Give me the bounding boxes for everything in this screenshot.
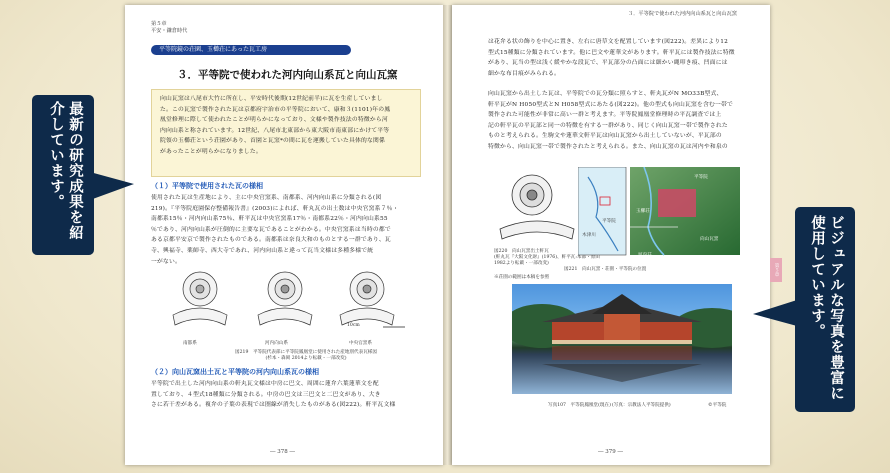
photo-copyright: ©平等院 xyxy=(708,403,727,408)
chapter-label: 第５章 xyxy=(151,21,167,27)
fig221-caption: 図221 向山瓦窯・荘園・平等院の位置 xyxy=(564,267,647,272)
fig219-scale: 10cm xyxy=(347,323,360,328)
fig219-label-chuo: 中央官窯系 xyxy=(349,341,372,346)
body-line: ％であり、河内向山系が圧倒的に主要な瓦であることがわかる。中央官窯系は当時の都で xyxy=(151,226,391,233)
fig220-caption: 図220 向山瓦窯出土軒瓦 xyxy=(494,249,549,254)
phoenix-hall-drawing xyxy=(512,284,732,394)
fig221-maps xyxy=(578,167,742,263)
body-line: 軒平瓦がN H050型式とN H058型式にあたる(図222)。他の型式も向山瓦窯を含む一帯で xyxy=(488,101,733,108)
callout-left-tail xyxy=(90,172,134,200)
callout-right-tail xyxy=(753,300,797,326)
body-line: があり、瓦当の型は浅く緩やかな段瓦で、平瓦部分の凸面には細かい縄叩き痕、凹面には xyxy=(488,60,728,67)
body-line: 南都系15％・河内向山系75％、軒平瓦は中央官窯系17％・南都系22％・河内向山系55 xyxy=(151,216,388,223)
body-line: 219)。『平等院庭園保存整備報告書』(2003)によれば、軒丸瓦の出土数は中央官窯系７％・ xyxy=(151,205,399,212)
left-page xyxy=(125,5,443,465)
map-label-tamagushi: 玉櫛荘 xyxy=(636,209,650,214)
fig219-label-nanto: 南都系 xyxy=(183,341,197,346)
fig219-label-kawachi: 河内向山系 xyxy=(265,341,288,346)
intro-line: 内向山系と称されています。12世紀、八尾市北東部から東大阪市南東部にかけて平等 xyxy=(160,127,390,134)
body-line: 置しており、４型式18種類に分類される。中房の巴文は三巴文と二巴文があり、大き xyxy=(151,391,381,398)
intro-line: 院領の玉櫛荘という荘園があり、首園と瓦窯*の間に瓦を運搬していた具体的な関係 xyxy=(160,138,385,145)
photo-caption: 写真107 平等院鳳凰堂(現在) xyxy=(548,403,611,408)
body-line: ある京都平安京で製作されたものである。南都系は奈良大和のものとする一群であり、瓦 xyxy=(151,237,391,244)
body-line: 製作された可能性が非常に高い一群と考えます。平等院鳳凰堂修理時の平瓦調査では上 xyxy=(488,112,722,119)
page-number-left: ― 378 ― xyxy=(270,449,295,455)
body-line: 使用された瓦は生産地により、主に中央官窯系、南都系、河内向山系に分類される(図 xyxy=(151,195,382,201)
intro-line: た。この瓦窯で製作された瓦は京都府宇治市の平等院において、康和３(1101)年の鳳 xyxy=(160,106,391,113)
fig221-note: ※荘園の範囲は本稿を参照 xyxy=(494,275,550,280)
callout-left: 最新の研究成果を紹介しています。 xyxy=(32,95,94,255)
body-line: 記の軒平瓦の平瓦部と同一の特徴を有する一群があり、同じく向山瓦窯一帯で製作された xyxy=(488,122,728,129)
body-line: 細かな布目痕がみられる。 xyxy=(488,70,560,77)
page-number-right: ― 379 ― xyxy=(598,449,623,455)
photo-credit: (写真：宗教法人平等院提供) xyxy=(612,403,671,408)
body-line: 向山瓦窯から出土した瓦は、平等院での瓦分類に照らすと、軒丸瓦がN MO33B型式、 xyxy=(488,91,723,97)
right-text-top xyxy=(488,37,764,79)
body-line: 平等院で出土した河内向山系の軒丸瓦文様は中房に巴文、周囲に蓮弁六葉蓮華文を配 xyxy=(151,381,379,387)
intro-text xyxy=(160,94,416,158)
page-title: ３．平等院で使われた河内向山系瓦と向山瓦窯 xyxy=(177,69,398,81)
intro-line: があったことが明らかになりました。 xyxy=(160,148,262,155)
section1-text xyxy=(151,193,421,267)
body-line: 寺、興福寺、薬師寺、西大寺であれ、河内向山系と違って瓦当文様は多種多様で統 xyxy=(151,247,374,254)
fig219-tile-illustrations xyxy=(155,267,415,339)
era-label: 平安・鎌倉時代 xyxy=(151,28,188,34)
fig220-source: (軒丸瓦『大阪文化財』(1976)、軒平瓦:本部・原田 1982より転載・一部改変) xyxy=(494,255,600,266)
section2-text xyxy=(151,379,421,411)
map-label-kawachi: 河内荘 xyxy=(638,253,652,258)
section-heading-1: （１）平等院で使用された瓦の様相 xyxy=(151,182,263,190)
chapter-bar: 平等院鏡の荘園、玉櫛荘にあった瓦工房 xyxy=(151,45,351,55)
intro-box xyxy=(151,89,421,177)
fig220-tile-illustrations xyxy=(492,173,582,247)
body-line: は花弁る状の飾りを中心に置き、左右に唐草文を配置しています(図222)。差異により12 xyxy=(488,39,729,45)
body-line: 型式15種類に分類されています。他に巴文や蓮華文があります。軒平瓦には製作技法に特徴 xyxy=(488,49,735,56)
right-header: ３．平等院で使われた河内向山系瓦と向山瓦窯 xyxy=(628,11,737,17)
section-heading-2: （２）向山瓦窯出土瓦と平等院の河内向山系瓦の様相 xyxy=(151,368,319,376)
map-label-kyoto: 平等院 xyxy=(602,219,616,224)
chapter-side-tab: 第５章 xyxy=(770,258,782,282)
right-page xyxy=(452,5,770,465)
map-label-byodoin: 平等院 xyxy=(694,175,708,180)
fig219-source: (杉本・森岡 2014より転載・一部改変) xyxy=(265,356,347,361)
phoenix-hall-photo xyxy=(512,284,732,394)
body-line: ものと考えられる。生駒文や蓮華文軒平瓦は向山瓦窯から出土していないが、平瓦部の xyxy=(488,133,722,140)
fig219-caption: 図219 平等院代表部に平等院鳳凰堂に使用された産地別代表瓦様図 xyxy=(235,350,377,355)
body-line: 特徴から、向山瓦窯一帯で製作されたと考えられる。また、向山瓦窯の瓦は河内や和泉の xyxy=(488,143,728,150)
right-text-mid xyxy=(488,89,764,153)
map-label-mukaiyama: 向山瓦窯 xyxy=(700,237,719,242)
intro-line: 凰堂修理に際して使われたことが明らかになっており、文様や製作技法の特徴から河 xyxy=(160,117,388,124)
body-line: さに若干差がある。複弁の子葉の表現では圏線が消失したものがある(図222)。軒平瓦文様 xyxy=(151,402,396,409)
map-label-kizugawa: 木津川 xyxy=(582,233,596,238)
left-header xyxy=(151,21,187,35)
callout-right: ビジュアルな写真を豊富に使用しています。 xyxy=(795,207,855,412)
body-line: 一がない。 xyxy=(151,258,181,265)
intro-line: 向山瓦窯は八尾市大竹に所在し、平安時代後期(12世紀前半)に瓦を生産していまし xyxy=(160,96,383,102)
book-spine xyxy=(443,5,452,465)
